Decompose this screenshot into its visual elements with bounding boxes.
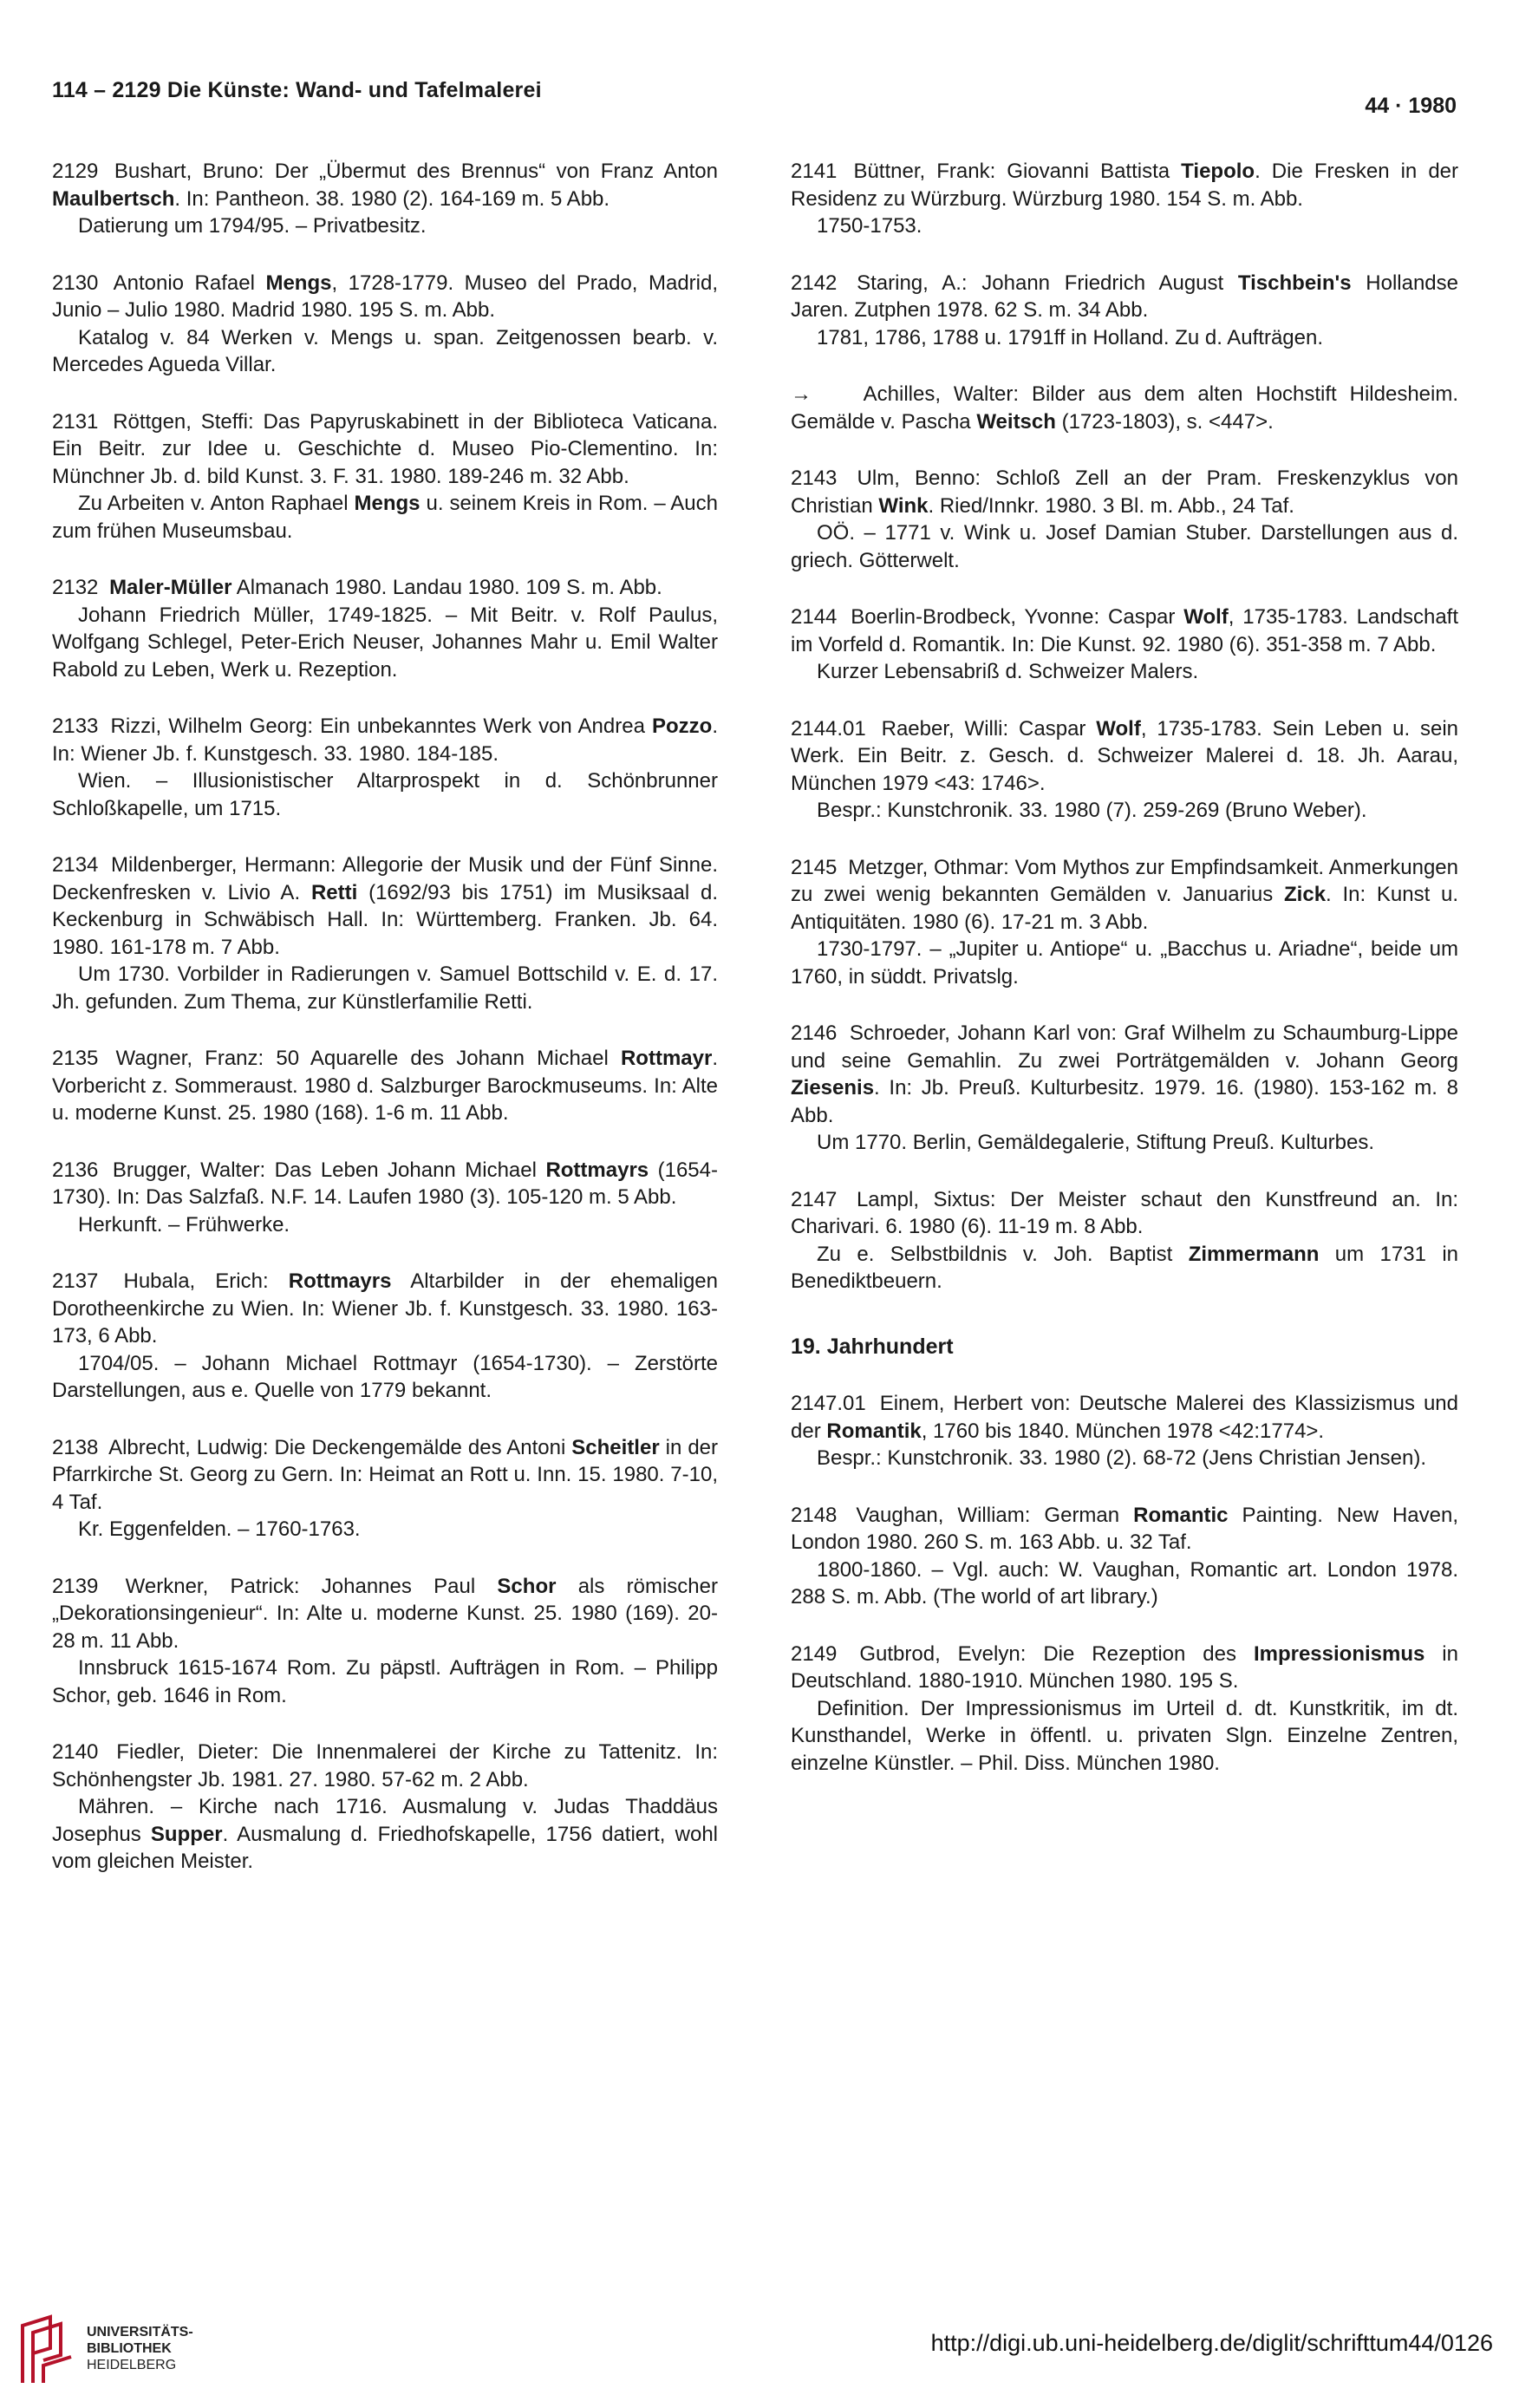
bibliography-entry xyxy=(791,715,1458,825)
cross-reference xyxy=(791,381,1458,435)
entry-subject: Wink xyxy=(878,493,929,518)
entry-number: 2147 xyxy=(791,1187,838,1211)
bibliography-entry xyxy=(52,574,718,683)
entry-text-end: in der Pfarrkirche St. Georg zu Gern. In: Heimat an Rott u. Inn. 15. 1980. 7-10, 4 Taf. xyxy=(52,1435,719,1514)
bibliography-entry xyxy=(791,270,1458,352)
bibliography-entry xyxy=(52,408,718,545)
annotation-text: Definition. Der Impressionismus im Urteil d. dt. Kunstkritik, im dt. Kunsthandel, Werke in öffentl. u. privaten Slgn. Einzelne Zentren, einzelne Künstler. – Phil. Diss. München 1980. xyxy=(791,1696,1458,1775)
annotation-text: 1730-1797. – „Jupiter u. Antiope“ u. „Bacchus u. Ariadne“, beide um 1760, in süddt. Privatslg. xyxy=(791,937,1458,989)
entry-annotation xyxy=(52,961,718,1015)
entry-subject: Romantic xyxy=(1133,1503,1229,1527)
entry-annotation xyxy=(52,1211,718,1239)
entry-citation xyxy=(52,1434,718,1517)
entry-text: Hubala, Erich: xyxy=(123,1269,289,1293)
entry-text-end: , 1728-1779. Museo del Prado, Madrid, Junio – Julio 1980. Madrid 1980. 195 S. m. Abb. xyxy=(52,271,719,322)
annotation-text: Kurzer Lebensabriß d. Schweizer Malers. xyxy=(817,660,1199,683)
entry-subject: Rottmayr xyxy=(620,1047,713,1070)
cross-reference-text-end: (1723-1803), s. <447>. xyxy=(1055,409,1274,434)
entry-subject: Schor xyxy=(497,1574,557,1598)
entry-text-end: (1654-1730). In: Das Salzfaß. N.F. 14. Laufen 1980 (3). 105-120 m. 5 Abb. xyxy=(52,1158,718,1209)
annotation-subject: Zimmermann xyxy=(1188,1242,1320,1266)
entry-text-end: Almanach 1980. Landau 1980. 109 S. m. Abb. xyxy=(231,576,662,599)
entry-citation xyxy=(791,270,1458,324)
bibliography-entry xyxy=(52,1739,718,1876)
entry-text: Ulm, Benno: Schloß Zell an der Pram. Freskenzyklus von Christian xyxy=(791,467,1458,518)
entry-text: Raeber, Willi: Caspar xyxy=(881,716,1097,741)
entry-subject: Rottmayrs xyxy=(288,1269,392,1293)
annotation-text-end: u. seinem Kreis in Rom. – Auch zum frühen Museumsbau. xyxy=(52,492,718,543)
entry-number: 2133 xyxy=(52,715,99,738)
bibliography-entry xyxy=(791,158,1458,240)
entry-citation xyxy=(791,158,1458,212)
entry-text-end: . In: Jb. Preuß. Kulturbesitz. 1979. 16. (1980). 153-162 m. 8 Abb. xyxy=(791,1076,1458,1127)
section-heading: 19. Jahrhundert xyxy=(791,1334,954,1359)
entry-text: Mildenberger, Hermann: Allegorie der Musik und der Fünf Sinne. Deckenfresken v. Livio A. xyxy=(52,853,718,904)
entry-number: 2135 xyxy=(52,1047,99,1070)
entry-text-end: . Ried/Innkr. 1980. 3 Bl. m. Abb., 24 Taf. xyxy=(928,493,1294,518)
bibliography-entry xyxy=(791,1641,1458,1778)
bibliography-entry xyxy=(791,465,1458,574)
annotation-text: 1704/05. – Johann Michael Rottmayr (1654-1730). – Zerstörte Darstellungen, aus e. Quelle von 1779 bekannt. xyxy=(52,1351,718,1402)
bibliography-entry xyxy=(791,1502,1458,1611)
entry-number: 2144 xyxy=(791,605,838,629)
bibliography-entry xyxy=(52,1268,718,1405)
bibliography-entry xyxy=(52,1434,718,1543)
entry-citation xyxy=(52,1157,718,1211)
entry-number: 2137 xyxy=(52,1269,99,1293)
footer xyxy=(0,2281,1519,2408)
right-column-entries xyxy=(791,465,1458,1295)
annotation-text: Innsbruck 1615-1674 Rom. Zu päpstl. Aufträgen in Rom. – Philipp Schor, geb. 1646 in Rom. xyxy=(52,1656,718,1707)
entry-number: 2147.01 xyxy=(791,1392,866,1415)
entry-subject: Wolf xyxy=(1183,605,1229,629)
entry-citation xyxy=(52,852,718,961)
entry-citation xyxy=(52,1045,718,1127)
annotation-text: Datierung um 1794/95. – Privatbesitz. xyxy=(78,214,427,238)
entry-text: Schroeder, Johann Karl von: Graf Wilhelm zu Schaumburg-Lippe und seine Gemahlin. Zu zwei Porträtgemälden v. Johann Georg xyxy=(791,1021,1458,1073)
annotation-text: Johann Friedrich Müller, 1749-1825. – Mit Beitr. v. Rolf Paulus, Wolfgang Schlegel, Peter-Erich Neuser, Johannes Mahr u. Emil Walter Rabold zu Leben, Werk u. Rezeption. xyxy=(52,603,718,682)
entry-number: 2136 xyxy=(52,1158,99,1182)
entry-number: 2138 xyxy=(52,1435,99,1459)
entry-annotation xyxy=(52,490,718,545)
entry-citation xyxy=(52,1739,718,1793)
annotation-text: Kr. Eggenfelden. – 1760-1763. xyxy=(78,1517,361,1541)
entry-citation xyxy=(52,270,718,324)
entry-annotation xyxy=(52,1793,718,1876)
bibliography-entry xyxy=(791,604,1458,686)
library-name-line2: BIBLIOTHEK xyxy=(87,2341,172,2356)
bibliography-entry xyxy=(52,270,718,379)
entry-citation xyxy=(791,1641,1458,1695)
source-url[interactable]: http://digi.ub.uni-heidelberg.de/diglit/schrifttum44/0126 xyxy=(930,2330,1493,2356)
right-column-top-entries xyxy=(791,158,1458,351)
entry-number: 2143 xyxy=(791,467,838,490)
annotation-text-end: . Ausmalung d. Friedhofskapelle, 1756 datiert, wohl vom gleichen Meister. xyxy=(52,1822,719,1873)
entry-text: Lampl, Sixtus: Der Meister schaut den Kunstfreund an. In: Charivari. 6. 1980 (6). 11-19 m. 8 Abb. xyxy=(791,1187,1458,1238)
entry-text: Vaughan, William: German xyxy=(856,1503,1134,1527)
entry-annotation xyxy=(52,1654,718,1709)
entry-number: 2142 xyxy=(791,271,838,295)
entry-annotation xyxy=(791,936,1458,990)
entry-annotation xyxy=(791,658,1458,686)
arrow-icon: → xyxy=(791,382,812,406)
entry-subject: Mengs xyxy=(265,271,332,295)
entry-text: Antonio Rafael xyxy=(113,271,266,295)
entry-annotation xyxy=(791,1695,1458,1778)
entry-annotation xyxy=(52,212,718,240)
bibliography-entry xyxy=(791,1390,1458,1472)
cross-reference-text: Achilles, Walter: Bilder aus dem alten Hochstift Hildesheim. Gemälde v. Pascha xyxy=(791,382,1459,434)
entry-citation xyxy=(52,408,718,491)
library-name xyxy=(87,2324,193,2373)
annotation-text: Zu e. Selbstbildnis v. Joh. Baptist xyxy=(817,1242,1189,1266)
entry-number: 2132 xyxy=(52,576,99,599)
entry-text: Gutbrod, Evelyn: Die Rezeption des xyxy=(859,1641,1254,1666)
entry-text-end: (1692/93 bis 1751) im Musiksaal d. Keckenburg in Schwäbisch Hall. In: Württemberg. Franken. Jb. 64. 1980. 161-178 m. 7 Abb. xyxy=(52,880,718,959)
entry-number: 2146 xyxy=(791,1021,838,1045)
entry-subject: Ziesenis xyxy=(791,1076,875,1100)
entry-number: 2134 xyxy=(52,853,99,877)
entry-subject: Pozzo xyxy=(652,715,713,738)
annotation-text: 1750-1753. xyxy=(817,214,922,238)
annotation-subject: Supper xyxy=(150,1822,223,1846)
entry-subject: Rottmayrs xyxy=(545,1158,649,1182)
left-column xyxy=(52,158,718,1905)
entry-text-end: . In: Kunst u. Antiquitäten. 1980 (6). 17-21 m. 3 Abb. xyxy=(791,883,1458,934)
entry-annotation xyxy=(52,324,718,379)
entry-number: 2140 xyxy=(52,1740,99,1764)
right-column xyxy=(791,158,1458,1806)
entry-citation xyxy=(791,465,1458,519)
entry-text-end: Altarbilder in der ehemaligen Dorotheenkirche zu Wien. In: Wiener Jb. f. Kunstgesch. 33. 1980. 163-173, 6 Abb. xyxy=(52,1269,719,1348)
annotation-text: 1800-1860. – Vgl. auch: W. Vaughan, Romantic art. London 1978. 288 S. m. Abb. (The world of art library.) xyxy=(791,1557,1458,1609)
entry-annotation xyxy=(791,1556,1458,1611)
entry-text-end: Painting. New Haven, London 1980. 260 S. m. 163 Abb. u. 32 Taf. xyxy=(791,1503,1459,1554)
annotation-text: Mähren. – Kirche nach 1716. Ausmalung v. Judas Thaddäus Josephus xyxy=(52,1795,718,1846)
entry-citation xyxy=(52,158,718,212)
entry-number: 2141 xyxy=(791,160,838,183)
entry-annotation xyxy=(52,767,718,822)
entry-citation xyxy=(791,1390,1458,1445)
annotation-subject: Mengs xyxy=(354,492,420,515)
entry-annotation xyxy=(791,519,1458,574)
entry-citation xyxy=(791,715,1458,798)
bibliography-entry xyxy=(791,1020,1458,1157)
entry-text: Werkner, Patrick: Johannes Paul xyxy=(125,1574,498,1598)
entry-subject: Tischbein's xyxy=(1237,271,1352,295)
entry-text: Boerlin-Brodbeck, Yvonne: Caspar xyxy=(851,605,1184,629)
entry-annotation xyxy=(52,1516,718,1543)
bibliography-entry xyxy=(791,854,1458,991)
entry-number: 2131 xyxy=(52,409,99,434)
entry-citation xyxy=(52,1268,718,1350)
entry-text: Wagner, Franz: 50 Aquarelle des Johann Michael xyxy=(115,1047,621,1070)
entry-text-end: . Vorbericht z. Sommeraust. 1980 d. Salzburger Barockmuseums. In: Alte u. moderne Kunst. 25. 1980 (168). 1-6 m. 11 Abb. xyxy=(52,1047,718,1125)
entry-number: 2144.01 xyxy=(791,716,866,741)
entry-text-end: . In: Pantheon. 38. 1980 (2). 164-169 m. 5 Abb. xyxy=(174,186,610,211)
entry-subject: Zick xyxy=(1284,883,1327,906)
entry-text: Albrecht, Ludwig: Die Deckengemälde des Antoni xyxy=(108,1435,572,1459)
entry-number: 2130 xyxy=(52,271,99,295)
entry-annotation xyxy=(791,212,1458,240)
entry-citation xyxy=(791,1502,1458,1556)
bibliography-entry xyxy=(52,1157,718,1239)
entry-subject: Tiepolo xyxy=(1181,160,1255,183)
entry-citation xyxy=(791,604,1458,658)
entry-subject: Wolf xyxy=(1096,716,1141,741)
entry-text: Fiedler, Dieter: Die Innenmalerei der Kirche zu Tattenitz. In: Schönhengster Jb. 1981. 27. 1980. 57-62 m. 2 Abb. xyxy=(52,1740,718,1791)
annotation-text: Herkunft. – Frühwerke. xyxy=(78,1212,290,1237)
entry-text-end: . In: Wiener Jb. f. Kunstgesch. 33. 1980. 184-185. xyxy=(52,715,719,766)
bibliography-entry xyxy=(52,1573,718,1710)
entry-citation xyxy=(791,1020,1458,1129)
annotation-text: 1781, 1786, 1788 u. 1791ff in Holland. Zu d. Aufträgen. xyxy=(817,325,1324,349)
entry-subject: Romantik xyxy=(826,1419,922,1443)
annotation-text: Um 1730. Vorbilder in Radierungen v. Samuel Bottschild v. E. d. 17. Jh. gefunden. Zum Thema, zur Künstlerfamilie Retti. xyxy=(52,963,718,1014)
entry-text: Staring, A.: Johann Friedrich August xyxy=(857,271,1238,295)
entry-text-end: Hollandse Jaren. Zutphen 1978. 62 S. m. 34 Abb. xyxy=(791,271,1458,322)
entry-citation xyxy=(791,854,1458,936)
entry-text-end: , 1735-1783. Landschaft im Vorfeld d. Romantik. In: Die Kunst. 92. 1980 (6). 351-358 m. 7 Abb. xyxy=(791,605,1459,656)
entry-annotation xyxy=(791,797,1458,825)
section-entries xyxy=(791,1390,1458,1777)
entry-annotation xyxy=(791,1129,1458,1157)
annotation-text: Bespr.: Kunstchronik. 33. 1980 (2). 68-72 (Jens Christian Jensen). xyxy=(817,1446,1427,1470)
running-header-left: 114 – 2129 Die Künste: Wand- und Tafelmalerei xyxy=(52,78,542,102)
entry-number: 2129 xyxy=(52,160,99,183)
library-name-line3: HEIDELBERG xyxy=(87,2358,177,2372)
entry-citation xyxy=(52,574,718,602)
entry-text: Büttner, Frank: Giovanni Battista xyxy=(853,160,1182,183)
entry-text-end: in Deutschland. 1880-1910. München 1980. 195 S. xyxy=(791,1641,1458,1693)
bibliography-entry xyxy=(52,158,718,240)
annotation-text: Wien. – Illusionistischer Altarprospekt in d. Schönbrunner Schloßkapelle, um 1715. xyxy=(52,769,718,820)
entry-subject: Maler-Müller xyxy=(109,576,232,599)
entry-citation xyxy=(52,713,718,767)
entry-text: Röttgen, Steffi: Das Papyruskabinett in der Biblioteca Vaticana. Ein Beitr. zur Idee u. Geschichte d. Museo Pio-Clementino. In: Münchner Jb. d. bild Kunst. 3. F. 31. 1980. 189-246 m. 32 Abb. xyxy=(52,409,718,488)
annotation-text: Bespr.: Kunstchronik. 33. 1980 (7). 259-269 (Bruno Weber). xyxy=(817,799,1367,822)
entry-text-end: . Die Fresken in der Residenz zu Würzburg. Würzburg 1980. 154 S. m. Abb. xyxy=(791,160,1459,211)
entry-text: Brugger, Walter: Das Leben Johann Michael xyxy=(112,1158,546,1182)
entry-annotation xyxy=(52,1350,718,1405)
entry-text: Bushart, Bruno: Der „Übermut des Brennus“ von Franz Anton xyxy=(114,160,719,183)
annotation-text: OÖ. – 1771 v. Wink u. Josef Damian Stuber. Darstellungen aus d. griech. Götterwelt. xyxy=(791,521,1458,572)
entry-number: 2149 xyxy=(791,1641,838,1666)
university-library-logo-icon xyxy=(16,2313,76,2386)
entry-text-end: , 1735-1783. Sein Leben u. sein Werk. Ein Beitr. z. Gesch. d. Schweizer Malerei d. 18. Jh. Aarau, München 1979 <43: 1746>. xyxy=(791,716,1459,795)
cross-reference-artist: Weitsch xyxy=(976,409,1056,434)
entry-number: 2148 xyxy=(791,1503,838,1527)
annotation-text-end: um 1731 in Benediktbeuern. xyxy=(791,1242,1458,1293)
entry-text-end: als römischer „Dekorationsingenieur“. In: Alte u. moderne Kunst. 25. 1980 (169). 20-28 m. 11 Abb. xyxy=(52,1574,718,1653)
entry-text-end: , 1760 bis 1840. München 1978 <42:1774>. xyxy=(921,1419,1325,1443)
entry-text: Rizzi, Wilhelm Georg: Ein unbekanntes Werk von Andrea xyxy=(110,715,653,738)
entry-text: Metzger, Othmar: Vom Mythos zur Empfindsamkeit. Anmerkungen zu zwei wenig bekannten Gemälden v. Januarius xyxy=(791,855,1458,906)
bibliography-entry xyxy=(52,1045,718,1127)
entry-annotation xyxy=(52,602,718,684)
entry-subject: Maulbertsch xyxy=(52,186,175,211)
running-header-right: 44 · 1980 xyxy=(1365,94,1457,118)
bibliography-entry xyxy=(791,1186,1458,1295)
bibliography-entry xyxy=(52,852,718,1015)
annotation-text: Katalog v. 84 Werken v. Mengs u. span. Zeitgenossen bearb. v. Mercedes Agueda Villar. xyxy=(52,325,718,376)
entry-annotation xyxy=(791,1445,1458,1472)
entry-number: 2139 xyxy=(52,1574,99,1598)
entry-subject: Impressionismus xyxy=(1253,1641,1425,1666)
entry-annotation xyxy=(791,1241,1458,1295)
annotation-text: Um 1770. Berlin, Gemäldegalerie, Stiftung Preuß. Kulturbes. xyxy=(817,1131,1374,1154)
entry-annotation xyxy=(791,324,1458,352)
entry-subject: Retti xyxy=(310,880,358,904)
bibliography-entry xyxy=(52,713,718,822)
entry-text: Einem, Herbert von: Deutsche Malerei des Klassizismus und der xyxy=(791,1392,1458,1443)
entry-citation xyxy=(791,1186,1458,1241)
annotation-text: Zu Arbeiten v. Anton Raphael xyxy=(78,492,355,515)
library-name-line1: UNIVERSITÄTS- xyxy=(87,2325,193,2339)
entry-subject: Scheitler xyxy=(571,1435,660,1459)
entry-citation xyxy=(52,1573,718,1655)
entry-number: 2145 xyxy=(791,855,838,879)
